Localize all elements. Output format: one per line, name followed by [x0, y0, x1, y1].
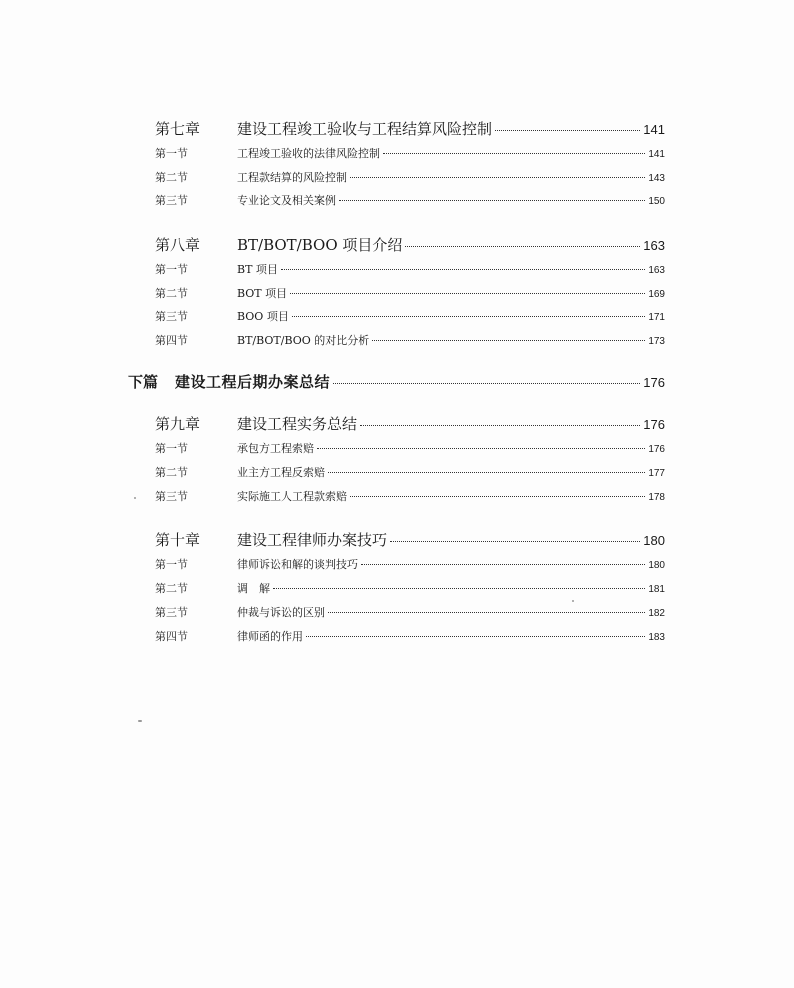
scan-speck	[572, 600, 574, 602]
chapter-title: BT/BOT/BOO 项目介绍	[237, 236, 403, 254]
section-title: BOO 项目	[237, 310, 289, 323]
section-label: 第二节	[155, 466, 188, 479]
page-number: 143	[648, 173, 665, 184]
chapter-title: 建设工程实务总结	[237, 415, 358, 433]
toc-section	[155, 628, 665, 644]
part-title: 建设工程后期办案总结	[175, 373, 331, 391]
section-label: 第三节	[155, 490, 188, 503]
section-title: 仲裁与诉讼的区别	[237, 606, 325, 619]
chapter-label: 第七章	[155, 120, 201, 138]
section-label: 第二节	[155, 582, 188, 595]
leader-dots	[328, 472, 645, 473]
page-number: 150	[648, 196, 665, 207]
toc-section	[155, 604, 665, 620]
page-number: 163	[643, 238, 665, 253]
section-title: 承包方工程索赔	[237, 442, 314, 455]
leader-dots	[317, 448, 645, 449]
leader-dots	[360, 425, 640, 426]
leader-dots	[290, 293, 645, 294]
leader-dots	[339, 200, 645, 201]
page-number: 141	[643, 122, 665, 137]
page-number: 182	[648, 608, 665, 619]
toc-chapter-8	[155, 234, 665, 255]
leader-dots	[405, 246, 640, 247]
toc-section	[155, 488, 665, 504]
page-number: 171	[648, 312, 665, 323]
page-number: 181	[648, 584, 665, 595]
toc-section	[155, 440, 665, 456]
toc-section	[155, 580, 665, 596]
page-number: 176	[643, 375, 665, 390]
page-number: 163	[648, 265, 665, 276]
page-number: 173	[648, 336, 665, 347]
section-title: 业主方工程反索赔	[237, 466, 325, 479]
leader-dots	[273, 588, 645, 589]
page-number: 176	[643, 417, 665, 432]
toc-section	[155, 169, 665, 185]
scan-speck	[138, 720, 142, 722]
toc-section	[155, 464, 665, 480]
page-number: 176	[648, 444, 665, 455]
chapter-title: 建设工程律师办案技巧	[237, 531, 388, 549]
page-number: 180	[648, 560, 665, 571]
section-title: 调 解	[237, 582, 270, 595]
section-label: 第四节	[155, 630, 188, 643]
toc-section	[155, 308, 665, 324]
section-title: 专业论文及相关案例	[237, 194, 336, 207]
section-title: BT 项目	[237, 263, 278, 276]
leader-dots	[333, 383, 640, 384]
leader-dots	[292, 316, 645, 317]
page-number: 169	[648, 289, 665, 300]
leader-dots	[390, 541, 640, 542]
leader-dots	[383, 153, 645, 154]
page-number: 141	[648, 149, 665, 160]
section-label: 第四节	[155, 334, 188, 347]
chapter-label: 第八章	[155, 236, 201, 254]
page-number: 178	[648, 492, 665, 503]
section-title: 工程竣工验收的法律风险控制	[237, 147, 380, 160]
toc-section	[155, 145, 665, 161]
section-label: 第二节	[155, 287, 188, 300]
leader-dots	[372, 340, 645, 341]
leader-dots	[495, 130, 640, 131]
section-label: 第一节	[155, 147, 188, 160]
chapter-label: 第十章	[155, 531, 201, 549]
section-title: 工程款结算的风险控制	[237, 171, 347, 184]
section-title: 实际施工人工程款索赔	[237, 490, 347, 503]
leader-dots	[361, 564, 645, 565]
toc-chapter-10	[155, 529, 665, 550]
leader-dots	[306, 636, 645, 637]
page-number: 183	[648, 632, 665, 643]
toc-section	[155, 261, 665, 277]
section-label: 第三节	[155, 606, 188, 619]
toc-chapter-9	[155, 413, 665, 434]
page-number: 177	[648, 468, 665, 479]
section-label: 第三节	[155, 310, 188, 323]
toc-part-3	[128, 371, 665, 392]
section-label: 第二节	[155, 171, 188, 184]
toc-section	[155, 192, 665, 208]
section-label: 第一节	[155, 442, 188, 455]
toc-chapter-7	[155, 118, 665, 139]
section-title: BT/BOT/BOO 的对比分析	[237, 334, 370, 347]
chapter-label: 第九章	[155, 415, 201, 433]
toc-section	[155, 332, 665, 348]
leader-dots	[350, 177, 645, 178]
leader-dots	[350, 496, 645, 497]
toc-section	[155, 285, 665, 301]
leader-dots	[281, 269, 645, 270]
chapter-title: 建设工程竣工验收与工程结算风险控制	[237, 120, 493, 138]
section-title: 律师诉讼和解的谈判技巧	[237, 558, 358, 571]
part-label: 下篇	[128, 373, 159, 391]
section-title: 律师函的作用	[237, 630, 303, 643]
toc-section	[155, 556, 665, 572]
scan-speck	[134, 497, 136, 499]
section-label: 第一节	[155, 558, 188, 571]
section-title: BOT 项目	[237, 287, 288, 300]
section-label: 第一节	[155, 263, 188, 276]
section-label: 第三节	[155, 194, 188, 207]
page-number: 180	[643, 533, 665, 548]
leader-dots	[328, 612, 645, 613]
